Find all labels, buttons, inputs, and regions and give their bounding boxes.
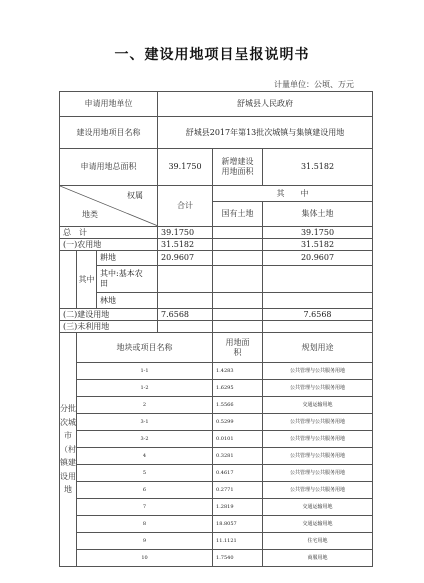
row-construction-label: (二)建设用地 bbox=[60, 309, 158, 321]
row-cultivated-collective: 20.9607 bbox=[263, 251, 373, 266]
row-forest-value bbox=[158, 293, 213, 309]
applicant-label: 申请用地单位 bbox=[60, 92, 158, 117]
row-forest-state bbox=[213, 293, 263, 309]
land-type-label: 地类 bbox=[82, 210, 98, 219]
total-area-label: 申请用地总面积 bbox=[60, 149, 158, 186]
parcel-row bbox=[60, 533, 373, 550]
applicant-value: 舒城县人民政府 bbox=[158, 92, 373, 117]
row-agri-collective: 31.5182 bbox=[263, 239, 373, 251]
parcel-area: 0.2771 bbox=[213, 482, 263, 499]
row-cultivated-label: 耕地 bbox=[97, 251, 158, 266]
parcel-row bbox=[60, 465, 373, 482]
page-title: 一、建设用地项目呈报说明书 bbox=[114, 47, 310, 63]
parcel-area: 1.6295 bbox=[213, 380, 263, 397]
parcel-name: 7 bbox=[77, 499, 213, 516]
parcel-area: 0.3281 bbox=[213, 448, 263, 465]
project-table bbox=[59, 91, 373, 567]
parcel-name: 5 bbox=[77, 465, 213, 482]
parcel-area: 0.5299 bbox=[213, 414, 263, 431]
row-construction-state bbox=[213, 309, 263, 321]
row-cultivated-state bbox=[213, 251, 263, 266]
new-area-value: 31.5182 bbox=[263, 149, 373, 186]
state-land-header: 国有土地 bbox=[213, 202, 263, 227]
parcel-area: 1.2819 bbox=[213, 499, 263, 516]
row-basic-farmland-collective bbox=[263, 266, 373, 293]
parcel-area: 0.0101 bbox=[213, 431, 263, 448]
row-construction-collective: 7.6568 bbox=[263, 309, 373, 321]
parcel-name: 8 bbox=[77, 516, 213, 533]
parcel-name: 9 bbox=[77, 533, 213, 550]
parcel-area: 11.1121 bbox=[213, 533, 263, 550]
row-total-label: 总 计 bbox=[60, 227, 158, 239]
row-cultivated-value: 20.9607 bbox=[158, 251, 213, 266]
parcel-use: 公共管理与公共服务用地 bbox=[263, 363, 373, 380]
total-col-header: 合计 bbox=[158, 186, 213, 227]
spacer-cell bbox=[60, 251, 77, 309]
new-area-label: 新增建设用地面积 bbox=[213, 149, 263, 186]
parcel-row bbox=[60, 516, 373, 533]
among-header: 其 中 bbox=[213, 186, 373, 202]
row-basic-farmland-state bbox=[213, 266, 263, 293]
parcel-row bbox=[60, 499, 373, 516]
parcel-area: 0.4617 bbox=[213, 465, 263, 482]
ownership-label: 权属 bbox=[127, 191, 144, 200]
parcel-use: 住宅用地 bbox=[263, 533, 373, 550]
row-agri-value: 31.5182 bbox=[158, 239, 213, 251]
row-construction-value: 7.6568 bbox=[158, 309, 213, 321]
parcel-area: 1.7540 bbox=[213, 550, 263, 567]
parcel-use: 交通运输用地 bbox=[263, 499, 373, 516]
parcel-row bbox=[60, 482, 373, 499]
row-unused-label: (三)未利用地 bbox=[60, 321, 158, 333]
row-unused-value bbox=[158, 321, 213, 333]
row-agri-label: (一)农用地 bbox=[60, 239, 158, 251]
parcel-row bbox=[60, 448, 373, 465]
row-forest-label: 林地 bbox=[97, 293, 158, 309]
parcel-area: 1.5566 bbox=[213, 397, 263, 414]
row-basic-farmland-value bbox=[158, 266, 213, 293]
parcel-area: 1.4283 bbox=[213, 363, 263, 380]
parcel-name: 3-1 bbox=[77, 414, 213, 431]
parcel-use: 公共管理与公共服务用地 bbox=[263, 431, 373, 448]
total-area-value: 39.1750 bbox=[158, 149, 213, 186]
parcel-row bbox=[60, 397, 373, 414]
ownership-landtype-header bbox=[60, 186, 158, 227]
unit-label: 计量单位：公顷、万元 bbox=[274, 80, 354, 89]
parcel-use: 交通运输用地 bbox=[263, 516, 373, 533]
parcel-use: 公共管理与公共服务用地 bbox=[263, 414, 373, 431]
parcel-row bbox=[60, 363, 373, 380]
parcel-name: 1-2 bbox=[77, 380, 213, 397]
parcel-use-header: 规划用途 bbox=[263, 333, 373, 363]
parcel-use: 公共管理与公共服务用地 bbox=[263, 448, 373, 465]
row-unused-state bbox=[213, 321, 263, 333]
project-label: 建设用地项目名称 bbox=[60, 117, 158, 149]
parcel-name: 6 bbox=[77, 482, 213, 499]
row-unused-collective bbox=[263, 321, 373, 333]
parcel-row bbox=[60, 380, 373, 397]
row-total-value: 39.1750 bbox=[158, 227, 213, 239]
parcel-row bbox=[60, 550, 373, 567]
parcel-area: 18.8057 bbox=[213, 516, 263, 533]
parcel-row bbox=[60, 414, 373, 431]
parcel-area-header: 用地面积 bbox=[213, 333, 263, 363]
parcel-use: 交通运输用地 bbox=[263, 397, 373, 414]
parcel-use: 商服用地 bbox=[263, 550, 373, 567]
parcel-name: 10 bbox=[77, 550, 213, 567]
parcel-name-header: 地块或项目名称 bbox=[77, 333, 213, 363]
parcel-name: 4 bbox=[77, 448, 213, 465]
parcel-row bbox=[60, 431, 373, 448]
parcel-use: 公共管理与公共服务用地 bbox=[263, 465, 373, 482]
parcel-name: 3-2 bbox=[77, 431, 213, 448]
row-total-state bbox=[213, 227, 263, 239]
row-forest-collective bbox=[263, 293, 373, 309]
sub-label: 其中 bbox=[77, 251, 97, 309]
row-basic-farmland-label: 其中:基本农田 bbox=[97, 266, 158, 293]
parcel-use: 公共管理与公共服务用地 bbox=[263, 482, 373, 499]
parcel-name: 2 bbox=[77, 397, 213, 414]
parcel-name: 1-1 bbox=[77, 363, 213, 380]
row-total-collective: 39.1750 bbox=[263, 227, 373, 239]
parcel-side-label: 分批次城市（村镇建设用地 bbox=[60, 333, 77, 567]
parcel-use: 公共管理与公共服务用地 bbox=[263, 380, 373, 397]
row-agri-state bbox=[213, 239, 263, 251]
collective-land-header: 集体土地 bbox=[263, 202, 373, 227]
project-value: 舒城县2017年第13批次城镇与集镇建设用地 bbox=[158, 117, 373, 149]
